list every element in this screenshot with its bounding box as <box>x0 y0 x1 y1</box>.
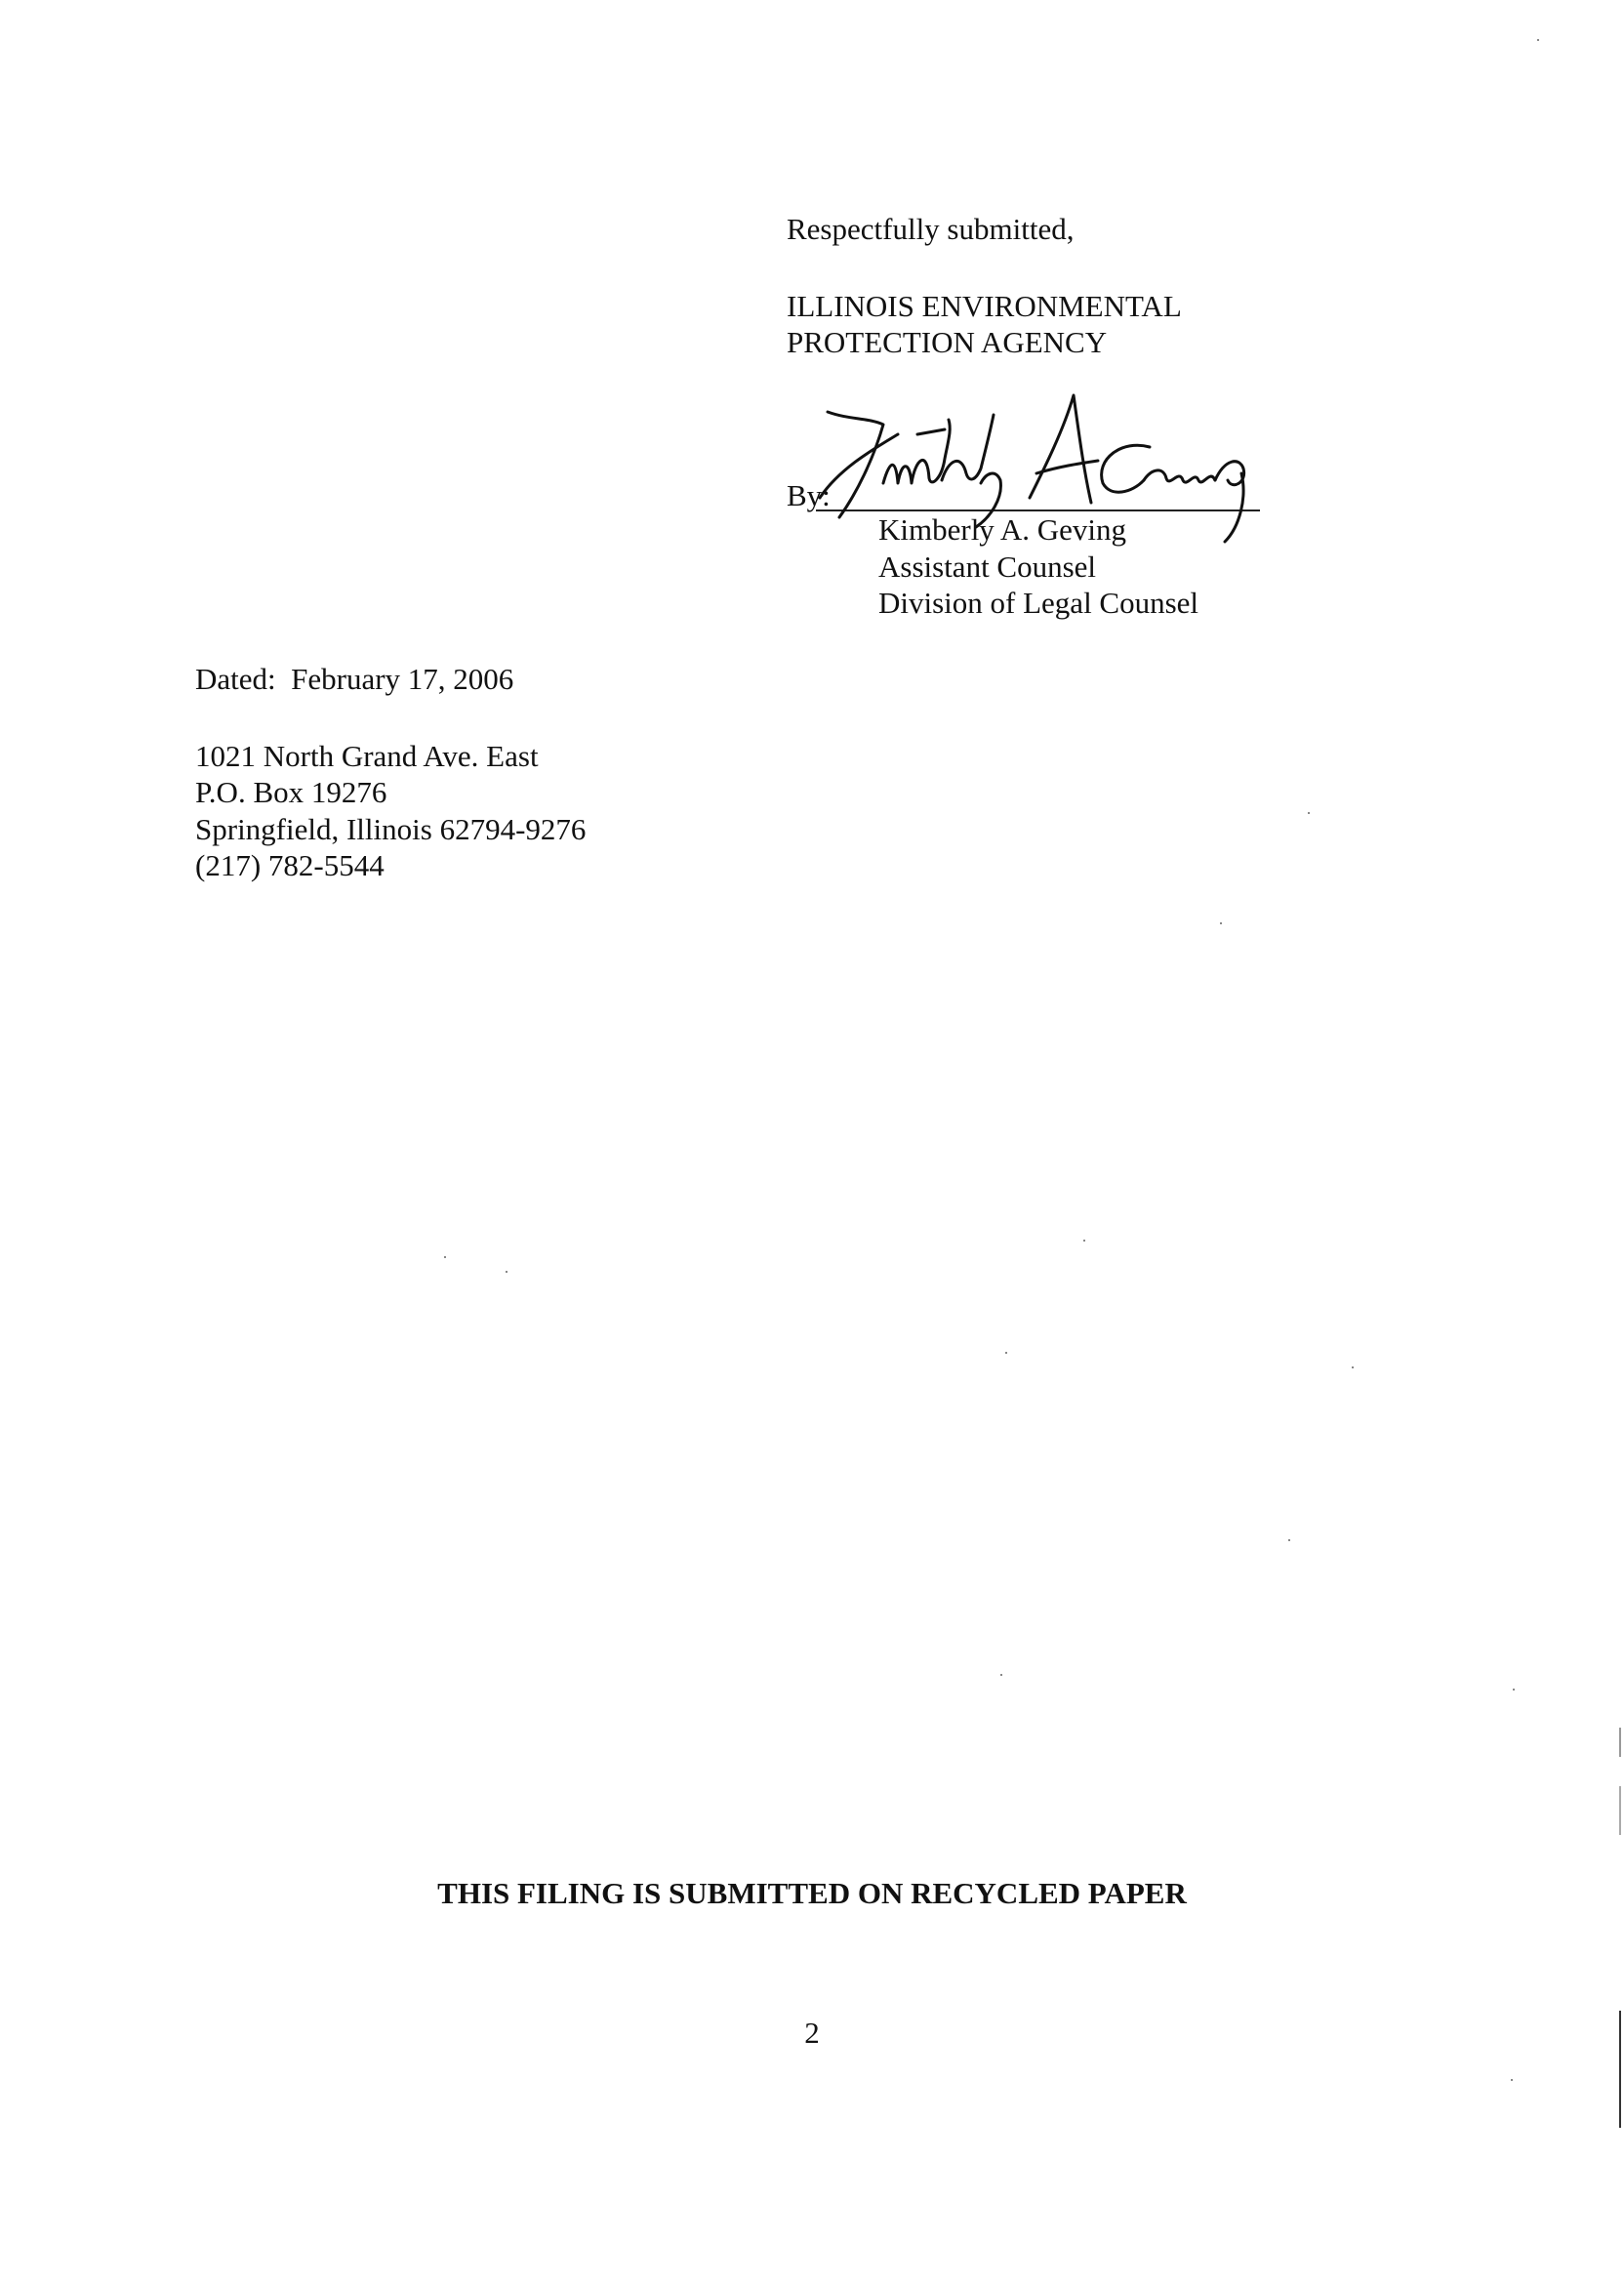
scan-edge-mark <box>1619 2011 1621 2128</box>
address-street: 1021 North Grand Ave. East <box>195 739 539 773</box>
scan-speck <box>1220 922 1222 924</box>
closing-salutation: Respectfully submitted, <box>787 212 1075 246</box>
address-po-box: P.O. Box 19276 <box>195 775 387 809</box>
scan-speck <box>1308 812 1310 814</box>
address-city-state-zip: Springfield, Illinois 62794-9276 <box>195 812 587 846</box>
scan-speck <box>1352 1366 1354 1368</box>
scan-edge-mark <box>1619 1728 1621 1757</box>
signer-title: Assistant Counsel <box>878 550 1097 584</box>
scan-speck <box>1083 1240 1085 1242</box>
address-phone: (217) 782-5544 <box>195 848 385 882</box>
scan-edge-mark <box>1619 1786 1621 1835</box>
scan-speck <box>1288 1539 1290 1541</box>
dated-date: February 17, 2006 <box>291 662 514 696</box>
signer-division: Division of Legal Counsel <box>878 586 1199 620</box>
by-label: By: <box>787 478 831 512</box>
scan-speck <box>444 1256 446 1258</box>
scan-speck <box>1511 2079 1513 2081</box>
agency-name-line-2: PROTECTION AGENCY <box>787 325 1108 359</box>
agency-name-line-1: ILLINOIS ENVIRONMENTAL <box>787 289 1182 323</box>
recycled-paper-notice: THIS FILING IS SUBMITTED ON RECYCLED PAPER <box>437 1876 1187 1910</box>
scan-speck <box>1537 39 1539 41</box>
scan-speck <box>1005 1352 1007 1354</box>
scan-speck <box>1000 1674 1002 1676</box>
page-number: 2 <box>804 2016 820 2050</box>
scan-speck <box>1513 1689 1515 1691</box>
scan-speck <box>506 1271 508 1273</box>
signer-name: Kimberly A. Geving <box>878 512 1126 547</box>
dated-line <box>195 662 513 697</box>
dated-label: Dated: <box>195 662 276 696</box>
